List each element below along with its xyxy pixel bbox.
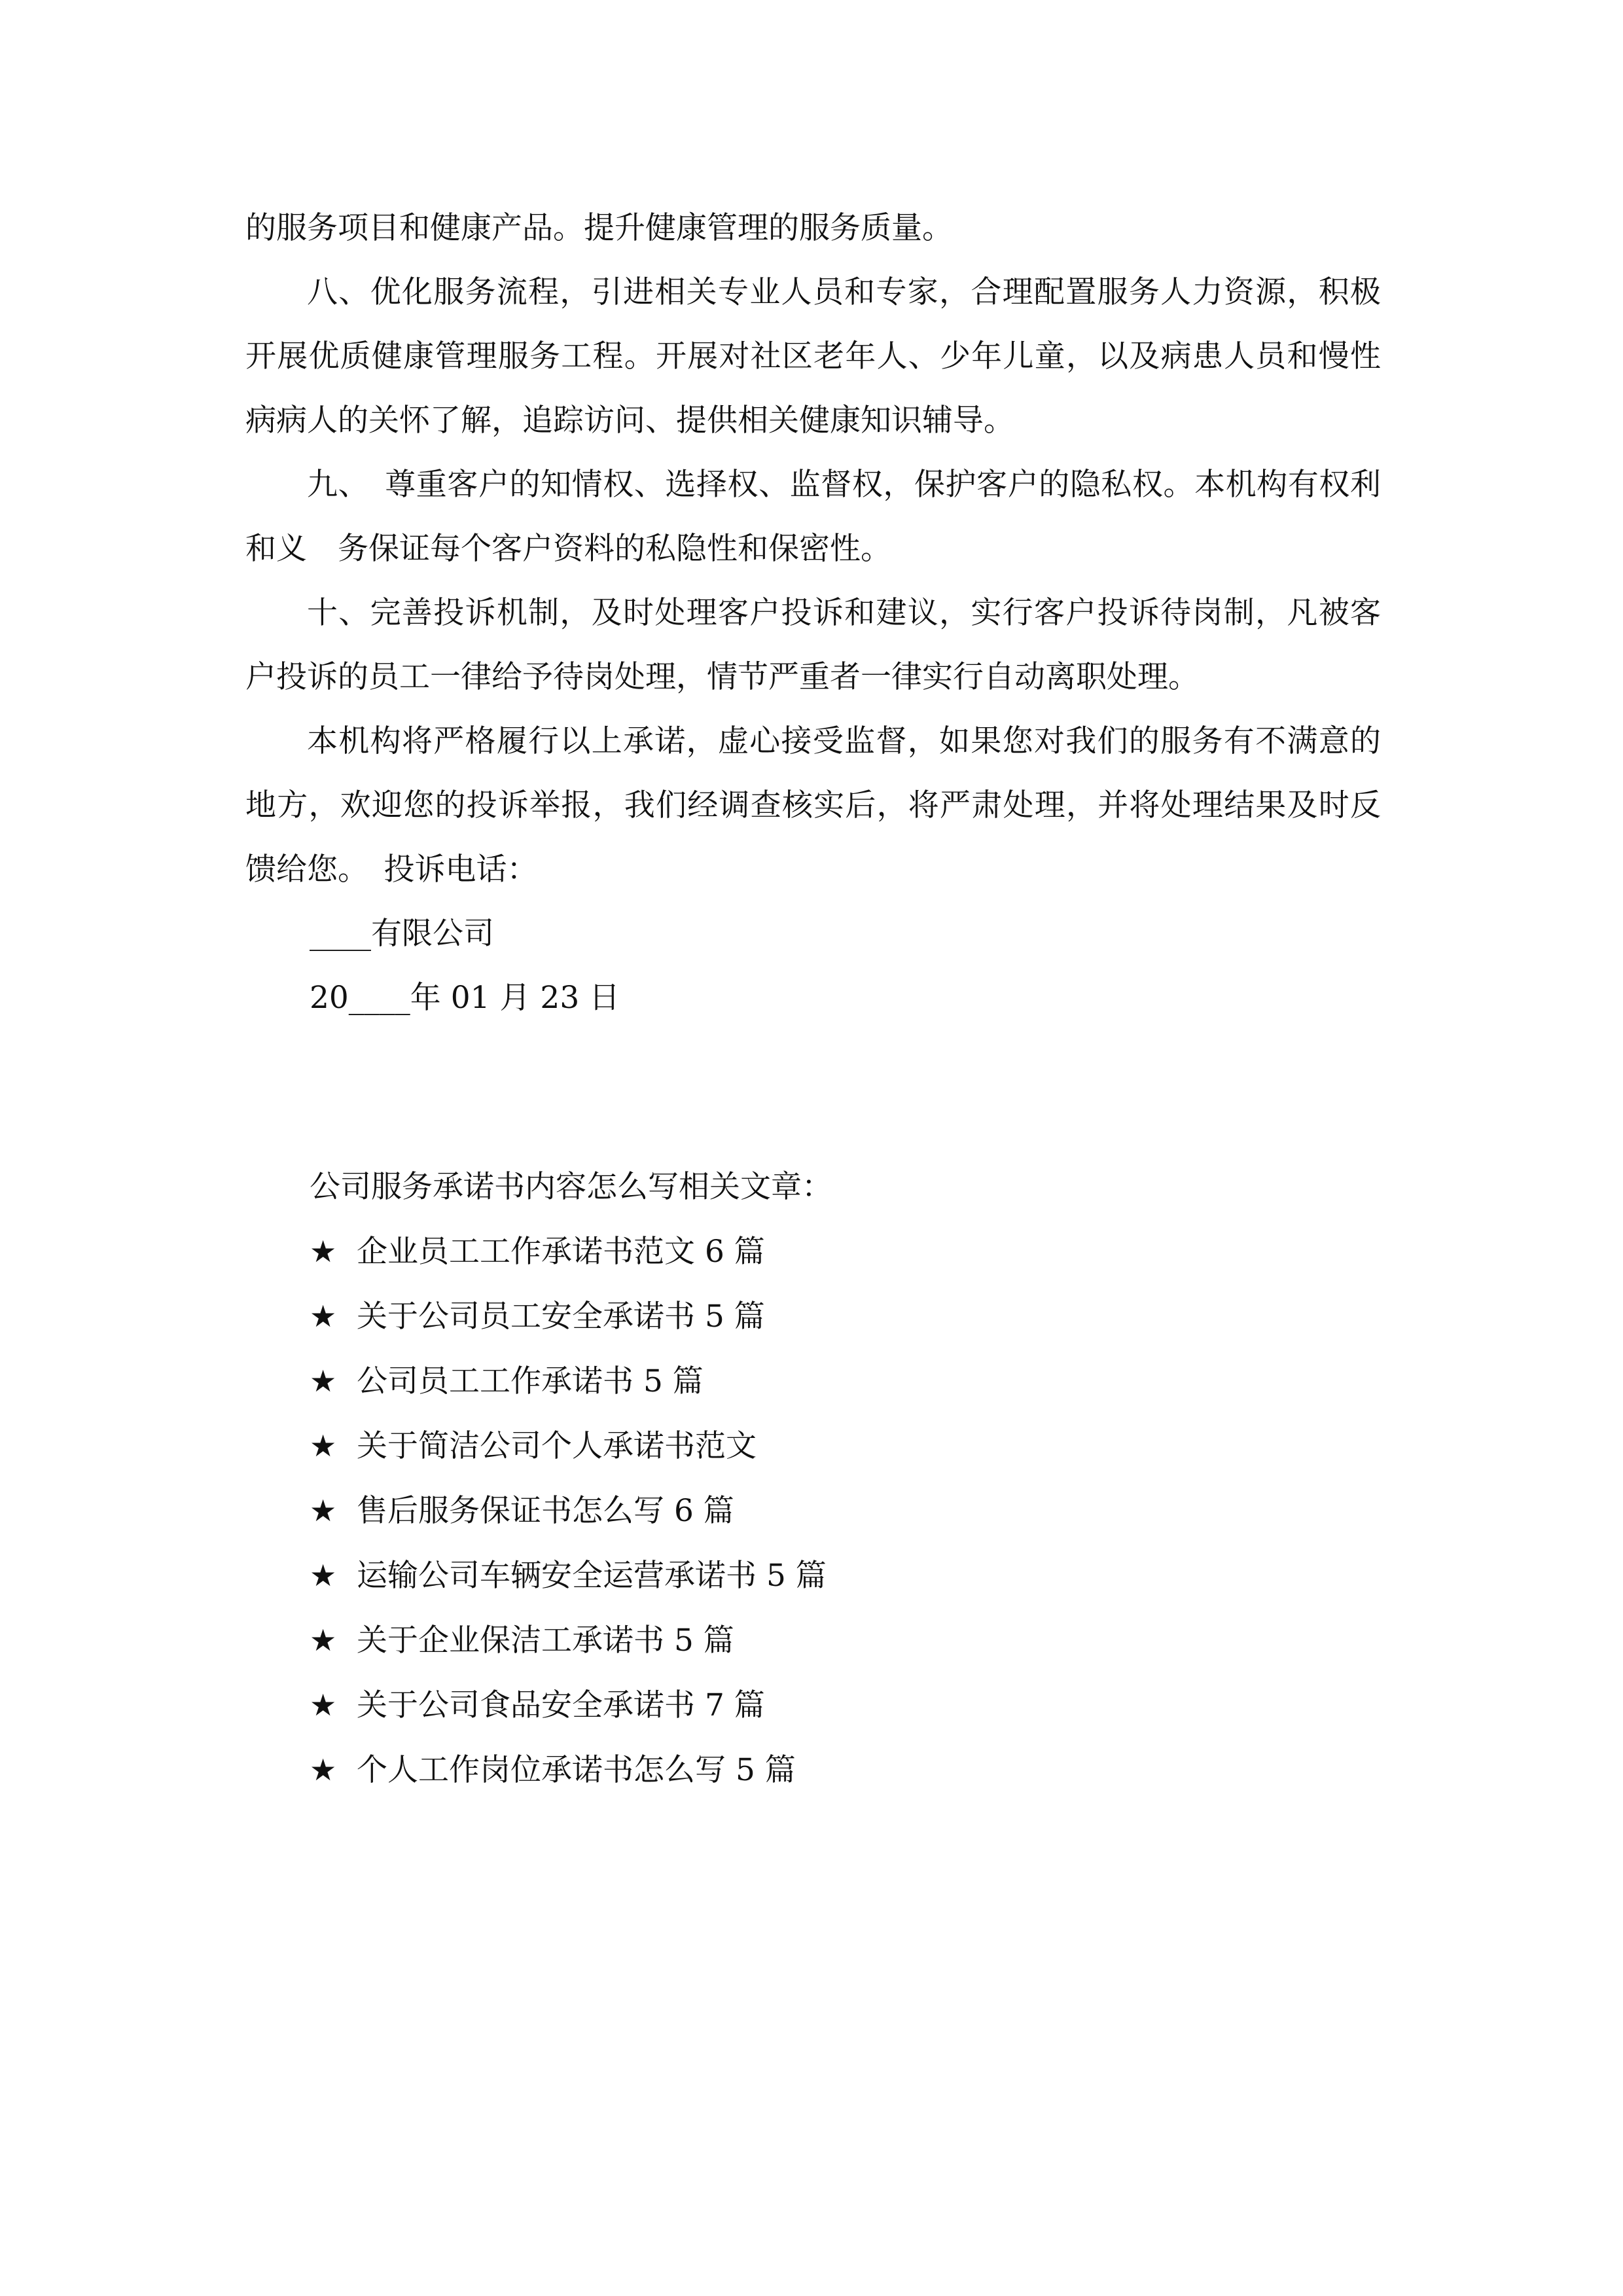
- related-article-link[interactable]: 关于简洁公司个人承诺书范文: [357, 1428, 757, 1464]
- star-icon: ★: [310, 1687, 337, 1723]
- document-body: [245, 196, 1381, 1030]
- star-icon: ★: [310, 1234, 337, 1269]
- related-article-link[interactable]: 关于企业保洁工承诺书 5 篇: [357, 1623, 734, 1659]
- related-article-item[interactable]: [310, 1284, 1357, 1349]
- paragraph-item-10: 十、完善投诉机制，及时处理客户投诉和建议，实行客户投诉待岗制，凡被客户投诉的员工一律给予待岗处理，情节严重者一律实行自动离职处理。: [245, 595, 1381, 695]
- related-article-item[interactable]: [310, 1543, 1357, 1608]
- related-articles: [310, 1155, 1357, 1803]
- star-icon: ★: [310, 1558, 337, 1593]
- related-articles-list: [310, 1219, 1357, 1803]
- paragraph-item-8: 八、优化服务流程，引进相关专业人员和专家，合理配置服务人力资源，积极开展优质健康管理服务工程。开展对社区老年人、少年儿童，以及病患人员和慢性病病人的关怀了解，追踪访问、提供相关健康知识辅导。: [245, 274, 1381, 439]
- related-article-link[interactable]: 个人工作岗位承诺书怎么写 5 篇: [357, 1752, 796, 1788]
- related-article-item[interactable]: [310, 1673, 1357, 1738]
- related-article-link[interactable]: 关于公司食品安全承诺书 7 篇: [357, 1687, 765, 1723]
- paragraph-closing: 本机构将严格履行以上承诺，虚心接受监督，如果您对我们的服务有不满意的地方，欢迎您的投诉举报，我们经调查核实后，将严肃处理，并将处理结果及时反馈给您。 投诉电话：: [245, 723, 1381, 888]
- related-article-link[interactable]: 售后服务保证书怎么写 6 篇: [357, 1493, 734, 1529]
- star-icon: ★: [310, 1299, 337, 1334]
- related-article-item[interactable]: [310, 1414, 1357, 1479]
- related-article-link[interactable]: 关于公司员工安全承诺书 5 篇: [357, 1299, 765, 1335]
- signature-date: 20____年 01 月 23 日: [310, 980, 620, 1016]
- paragraph-continuation: 的服务项目和健康产品。提升健康管理的服务质量。: [245, 210, 953, 246]
- related-article-link[interactable]: 运输公司车辆安全运营承诺书 5 篇: [357, 1558, 827, 1594]
- related-article-link[interactable]: 公司员工工作承诺书 5 篇: [357, 1363, 704, 1399]
- related-articles-heading: 公司服务承诺书内容怎么写相关文章：: [310, 1169, 832, 1205]
- star-icon: ★: [310, 1752, 337, 1787]
- paragraph-item-9: 九、 尊重客户的知情权、选择权、监督权，保护客户的隐私权。本机构有权利和义 务保证每个客户资料的私隐性和保密性。: [245, 467, 1381, 567]
- star-icon: ★: [310, 1623, 337, 1658]
- related-article-item[interactable]: [310, 1219, 1357, 1284]
- related-article-item[interactable]: [310, 1349, 1357, 1414]
- star-icon: ★: [310, 1363, 337, 1399]
- related-article-item[interactable]: [310, 1479, 1357, 1543]
- related-article-link[interactable]: 企业员工工作承诺书范文 6 篇: [357, 1234, 765, 1270]
- star-icon: ★: [310, 1493, 337, 1528]
- related-article-item[interactable]: [310, 1738, 1357, 1803]
- signature-company: ____有限公司: [310, 916, 494, 952]
- star-icon: ★: [310, 1428, 337, 1463]
- related-article-item[interactable]: [310, 1608, 1357, 1673]
